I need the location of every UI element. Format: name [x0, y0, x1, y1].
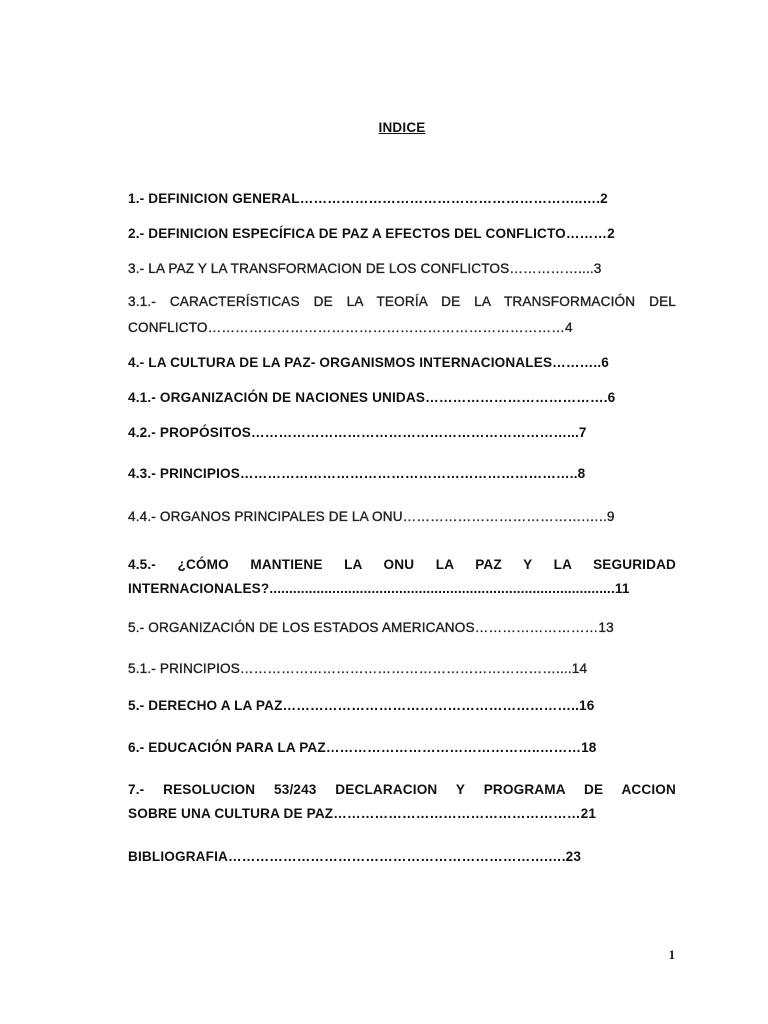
toc-entry	[128, 736, 676, 760]
page-number: 1	[668, 948, 675, 962]
toc-entry	[128, 421, 676, 445]
toc-entry-text: 4.3.- PRINCIPIOS………………………………………………………………..8	[128, 466, 586, 481]
toc-entry-text: 6.- EDUCACIÓN PARA LA PAZ………………………………………..………18	[128, 740, 597, 755]
toc-entry	[128, 257, 676, 281]
toc-entry-text: INTERNACIONALES?........................................................................................11	[128, 581, 630, 596]
toc-entry	[128, 778, 676, 826]
toc-entry	[128, 386, 676, 410]
toc-entry	[128, 553, 676, 601]
toc-entry-text: 5.- DERECHO A LA PAZ………………………………………………………..16	[128, 698, 595, 713]
toc-entry-text: 2.- DEFINICION ESPECÍFICA DE PAZ A EFECTOS DEL CONFLICTO………2	[128, 226, 615, 241]
toc-entry	[128, 616, 676, 640]
toc-entry	[128, 845, 676, 869]
toc-entry-text: 3.1.- CARACTERÍSTICAS DE LA TEORÍA DE LA TRANSFORMACIÓN DEL	[128, 294, 676, 309]
toc-entry-text: BIBLIOGRAFIA…………………………………………………………….….23	[128, 849, 582, 864]
toc-entry	[128, 462, 676, 486]
index-title: INDICE	[378, 120, 426, 135]
toc-entry	[128, 505, 676, 529]
toc-entry-text: 4.5.- ¿CÓMO MANTIENE LA ONU LA PAZ Y LA SEGURIDAD	[128, 557, 676, 572]
toc-entry	[128, 657, 676, 681]
toc-entry-text: 3.- LA PAZ Y LA TRANSFORMACION DE LOS CONFLICTOS……………....3	[128, 261, 602, 276]
toc-entry-text: 1.- DEFINICION GENERAL……………………………………………………..….2	[128, 191, 608, 206]
toc-entry	[128, 351, 676, 375]
toc-entry	[128, 222, 676, 246]
toc-entry-text: 4.2.- PROPÓSITOS……………………………………………………………...7	[128, 425, 587, 440]
toc-entry	[128, 694, 676, 718]
toc-entry	[128, 290, 676, 340]
toc-entry-text: 4.- LA CULTURA DE LA PAZ- ORGANISMOS INTERNACIONALES………..6	[128, 355, 609, 370]
toc-entry	[128, 187, 676, 211]
toc-entry-text: CONFLICTO……………………………………………………………………4	[128, 320, 573, 335]
toc-entry-text: 5.- ORGANIZACIÓN DE LOS ESTADOS AMERICANOS………………………13	[128, 620, 614, 635]
toc-entry-text: 7.- RESOLUCION 53/243 DECLARACION Y PROGRAMA DE ACCION	[128, 782, 676, 797]
toc-entry-text: 4.4.- ORGANOS PRINCIPALES DE LA ONU………………………………….…..9	[128, 509, 615, 524]
toc-entry-text: 5.1.- PRINCIPIOS……………………………………………………………....14	[128, 661, 588, 676]
toc-entry-text: SOBRE UNA CULTURA DE PAZ………………………………………………21	[128, 806, 597, 821]
toc-entry-text: 4.1.- ORGANIZACIÓN DE NACIONES UNIDAS………………………………….6	[128, 390, 616, 405]
